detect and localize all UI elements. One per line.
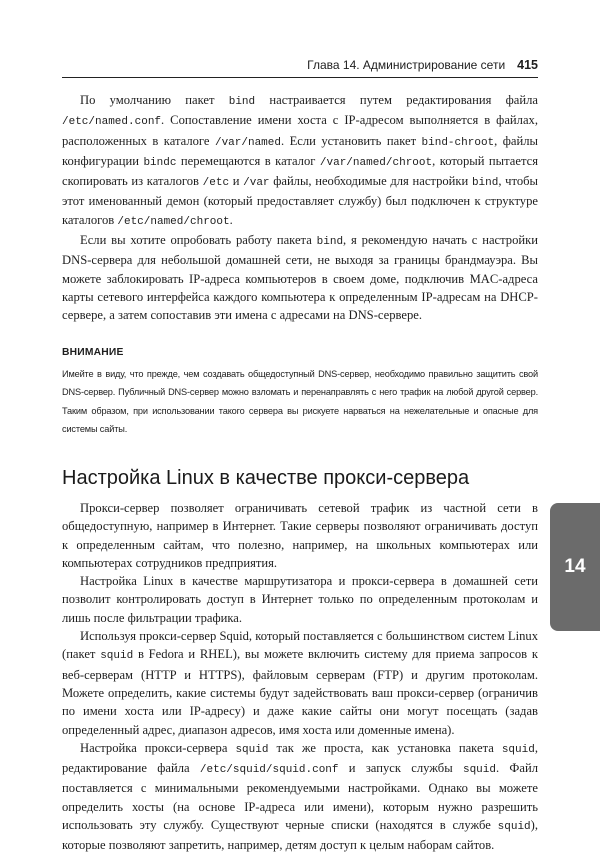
- text-run: , я рекомендую начать с настройки DNS-сервера для небольшой домашней сети, не выходя за границы брандмауэра. Вы можете заблокировать IP-адреса компьютеров в своем доме, подключив MAC-адреса карты сетевого интерфейса каждого компьютера к определенным IP-адресам на DHCP-сервере, а затем сопоставив эти имена с адресами на DNS-сервере.: [62, 233, 539, 323]
- inline-code: /etc/named/chroot: [117, 215, 230, 228]
- chapter-thumb-tab: [550, 503, 600, 631]
- page-body: [62, 91, 538, 855]
- text-run: так же проста, как установка пакета: [268, 740, 502, 755]
- text-run: Используя прокси-сервер Squid, который поставляется с большинством систем Linux (пакет: [62, 629, 538, 662]
- text-run: . Сопоставление имени хоста с IP-адресом выполняется в файлах, расположенных в каталоге: [62, 113, 538, 148]
- section-paragraphs: [62, 499, 538, 855]
- page-number: 415: [517, 58, 538, 72]
- inline-code: /var: [243, 177, 270, 190]
- text-run: По умолчанию пакет: [80, 93, 229, 107]
- header-rule: [62, 77, 538, 78]
- paragraph: [62, 91, 538, 231]
- text-run: .: [229, 212, 233, 227]
- inline-code: /etc/squid/squid.conf: [199, 764, 339, 777]
- text-run: , который пытается скопировать из каталогов: [62, 153, 538, 189]
- text-run: и: [229, 174, 244, 189]
- text-run: в Fedora и RHEL), вы можете включить систему для приема запросов к веб-серверам (HTTP и HTTPS), файловым серверам (FTP) и другим протоколам. Можете определить, какие системы будут задействовать ваш прокси-сервер (ограничив по имени хоста или IP-адресу) и даже какие сайты они могут посещать (задав определенный адрес, диапазон адресов, имя хоста или доменные имена).: [62, 647, 538, 737]
- paragraph: [62, 231, 538, 324]
- running-header: [62, 58, 538, 72]
- chapter-tab-number: 14: [564, 556, 586, 577]
- text-run: настраивается путем редактирования файла: [255, 93, 538, 107]
- warning-box: [62, 346, 538, 439]
- text-run: , чтобы этот именованный демон (который предоставляет службу) был подключен к структуре каталогов: [62, 174, 538, 227]
- text-run: . Если установить пакет: [280, 133, 422, 148]
- text-run: , файлы конфигурации: [62, 133, 538, 168]
- inline-code: bind: [316, 236, 344, 249]
- text-run: Настройка Linux в качестве маршрутизатора и прокси-сервера в домашней сети позволит контролировать доступ в Интернет только по определенным протоколам и лишь после фильтрации трафика.: [62, 574, 538, 625]
- text-run: ), которые позволяют запретить, например, детям доступ к целым наборам сайтов.: [62, 817, 538, 853]
- inline-code: squid: [462, 764, 496, 777]
- inline-code: bind-chroot: [421, 136, 495, 149]
- warning-text: Имейте в виду, что прежде, чем создавать общедоступный DNS-сервер, необходимо правильно защитить свой DNS-сервер. Публичный DNS-сервер можно взломать и перенаправлять с него трафик на любой другой сервер. Таким образом, при использовании такого сервера вы рискуете нарваться на нежелательные и опасные для системы сайты.: [62, 368, 538, 435]
- inline-code: squid: [497, 820, 531, 833]
- section-heading: Настройка Linux в качестве прокси-сервера: [62, 466, 470, 489]
- text-run: , редактирование файла: [62, 740, 538, 776]
- paragraph: [62, 739, 538, 855]
- inline-code: bindc: [143, 156, 177, 169]
- paragraph: [62, 572, 538, 627]
- inline-code: /etc/named.conf: [62, 116, 162, 129]
- text-run: и запуск службы: [338, 761, 463, 776]
- text-run: перемещаются в каталог: [176, 153, 320, 168]
- paragraph: [62, 627, 538, 739]
- text-run: Если вы хотите опробовать работу пакета: [80, 233, 317, 248]
- inline-code: squid: [501, 743, 535, 756]
- text-run: файлы, необходимые для настройки: [269, 174, 472, 189]
- text-run: Настройка прокси-сервера: [80, 740, 236, 755]
- warning-title: ВНИМАНИЕ: [62, 346, 124, 358]
- inline-code: /etc: [202, 177, 230, 190]
- intro-paragraphs: [62, 91, 538, 325]
- inline-code: squid: [235, 743, 269, 756]
- inline-code: bind: [228, 96, 256, 108]
- chapter-title: Глава 14. Администрирование сети: [307, 58, 506, 72]
- inline-code: /var/named/chroot: [319, 156, 433, 169]
- inline-code: /var/named: [214, 136, 281, 149]
- text-run: Прокси-сервер позволяет ограничивать сетевой трафик из частной сети в общедоступную, например в Интернет. Такие серверы позволяют ограничивать доступ к определенным сайтам, что полезно, например, на школьных компьютерах или компьютерах сотрудников предприятия.: [62, 500, 538, 570]
- inline-code: bind: [471, 177, 499, 190]
- paragraph: [62, 499, 538, 572]
- inline-code: squid: [100, 650, 134, 663]
- text-run: . Файл поставляется с минимальными рекомендуемыми настройками. Однако вы можете определить хосты (на основе IP-адреса или имени), которым нужно разрешить использовать эту службу. Существуют черные списки (находятся в службе: [62, 761, 538, 832]
